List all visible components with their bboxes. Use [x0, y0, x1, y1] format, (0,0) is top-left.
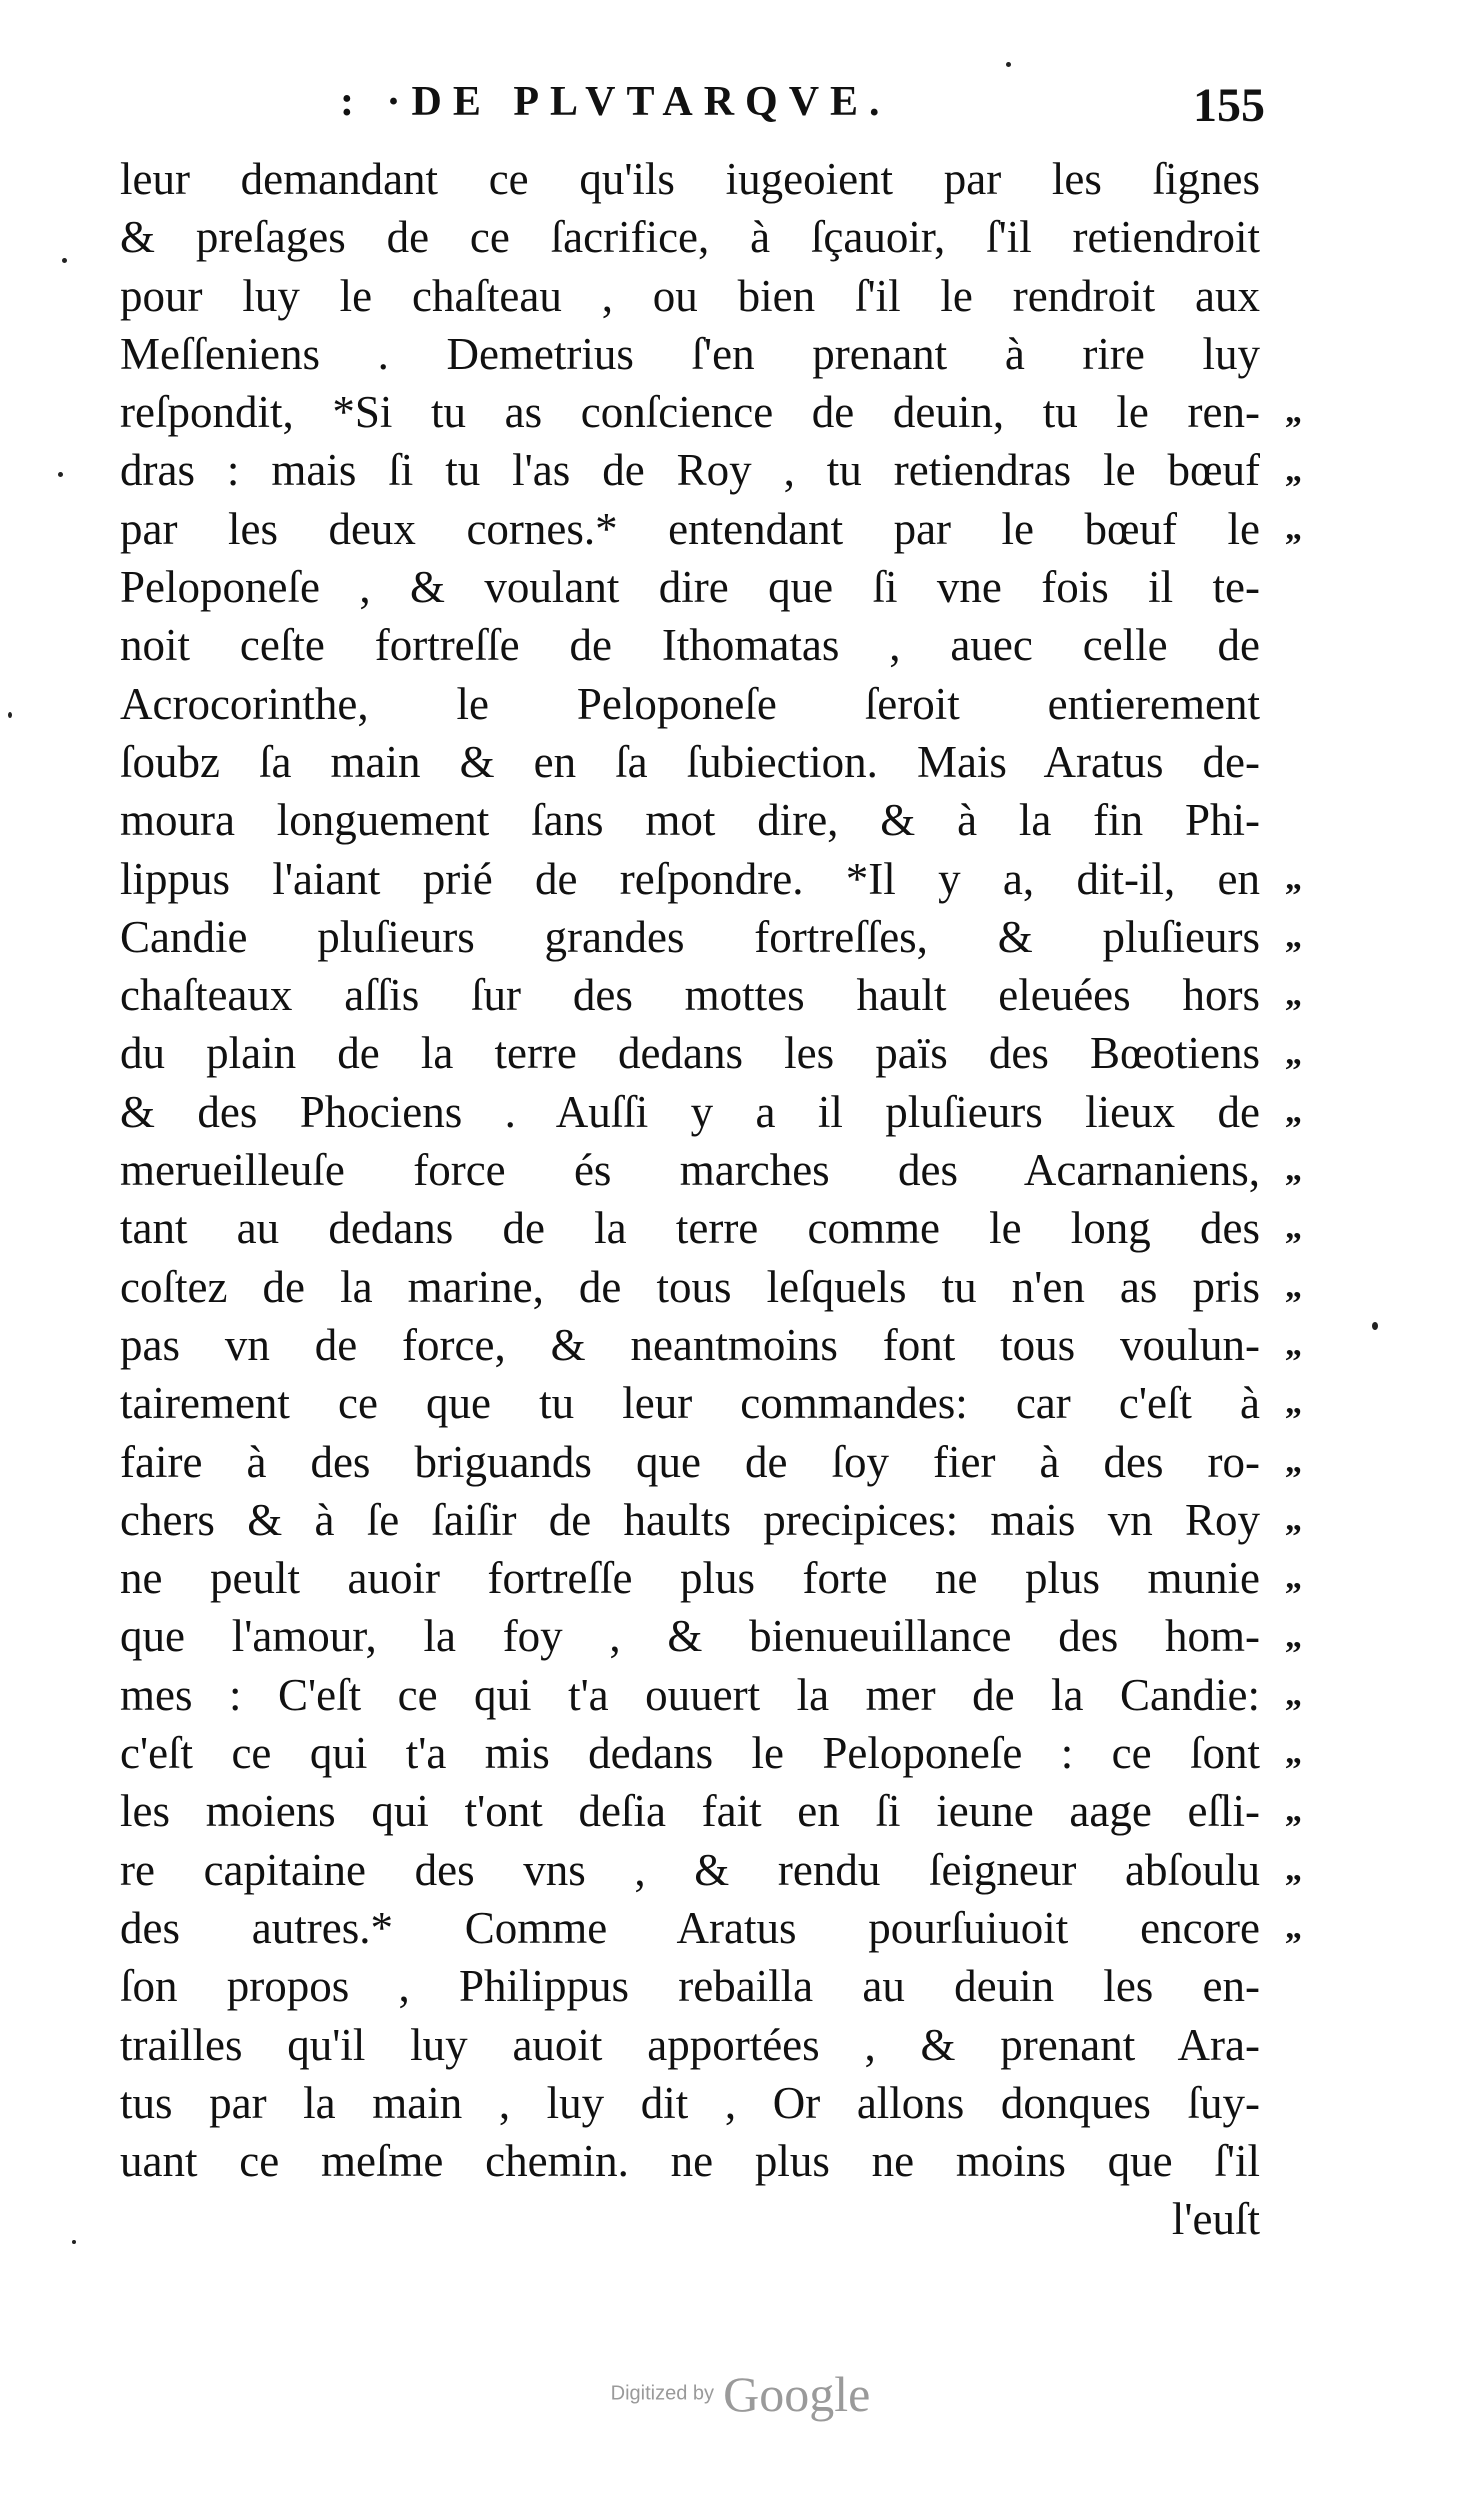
- scan-speck: [1006, 62, 1011, 67]
- quote-mark: „: [1285, 1792, 1300, 1830]
- text-line: moura longuement ſans mot dire, & à la fin Phi-: [120, 795, 1260, 846]
- quote-mark: „: [1285, 1442, 1300, 1480]
- quote-mark: „: [1285, 1734, 1300, 1772]
- text-line: c'eſt ce qui t'a mis dedans le Peloponeſe : ce ſont: [120, 1728, 1260, 1779]
- quote-mark: „: [1285, 1559, 1300, 1597]
- scan-speck: [72, 2240, 76, 2244]
- quote-mark: „: [1285, 1034, 1300, 1072]
- text-line: les moiens qui t'ont deſia fait en ſi ieune aage eſli-: [120, 1786, 1260, 1837]
- text-line: tairement ce que tu leur commandes: car c'eſt à: [120, 1378, 1260, 1429]
- quote-mark: „: [1285, 393, 1300, 431]
- text-line: tant au dedans de la terre comme le long des: [120, 1203, 1260, 1254]
- text-line: tus par la main , luy dit , Or allons donques ſuy-: [120, 2077, 1260, 2128]
- text-line: trailles qu'il luy auoit apportées , & prenant Ara-: [120, 2019, 1260, 2070]
- text-line: par les deux cornes.* entendant par le bœuf le: [120, 503, 1260, 554]
- quote-mark: „: [1285, 1384, 1300, 1422]
- quote-mark: „: [1285, 1850, 1300, 1888]
- scan-speck: [1372, 1322, 1378, 1330]
- digitized-by-label: Digitized by: [610, 2382, 715, 2405]
- text-line: chaſteaux aſſis ſur des mottes hault eleuées hors: [120, 970, 1260, 1021]
- quote-mark: „: [1285, 917, 1300, 955]
- text-line: & des Phociens . Auſſi y a il pluſieurs lieux de: [120, 1086, 1260, 1137]
- text-line: lippus l'aiant prié de reſpondre. *Il y a, dit-il, en: [120, 853, 1260, 904]
- scan-speck: [62, 258, 67, 263]
- text-line: Peloponeſe , & voulant dire que ſi vne fois il te-: [120, 562, 1260, 613]
- text-line: ne peult auoir fortreſſe plus forte ne plus munie: [120, 1553, 1260, 1604]
- text-line: & preſages de ce ſacrifice, à ſçauoir, ſ'il retiendroit: [120, 212, 1260, 263]
- quote-mark: „: [1285, 1209, 1300, 1247]
- body-text: [120, 150, 1260, 2249]
- quote-mark: „: [1285, 1500, 1300, 1538]
- text-line: pour luy le chaſteau , ou bien ſ'il le rendroit aux: [120, 270, 1260, 321]
- page-number: 155: [1193, 79, 1265, 132]
- quote-mark: „: [1285, 451, 1300, 489]
- text-line: Meſſeniens . Demetrius ſ'en prenant à rire luy: [120, 328, 1260, 379]
- text-line: des autres.* Comme Aratus pourſuiuoit encore: [120, 1902, 1260, 1953]
- text-line: noit ceſte fortreſſe de Ithomatas , auec celle de: [120, 620, 1260, 671]
- text-line: mes : C'eſt ce qui t'a ouuert la mer de la Candie:: [120, 1669, 1260, 1720]
- text-line: que l'amour, la foy , & bienueuillance des hom-: [120, 1611, 1260, 1662]
- text-line: leur demandant ce qu'ils iugeoient par les ſignes: [120, 154, 1260, 204]
- google-logo: Google: [723, 2366, 871, 2422]
- text-line: dras : mais ſi tu l'as de Roy , tu retiendras le bœuf: [120, 445, 1260, 496]
- quote-mark: „: [1285, 509, 1300, 547]
- text-line: ſon propos , Philippus rebailla au deuin les en-: [120, 1961, 1260, 2012]
- text-line: chers & à ſe ſaiſir de haults precipices: mais vn Roy: [120, 1494, 1260, 1545]
- quote-mark: „: [1285, 1092, 1300, 1130]
- quote-mark: „: [1285, 1326, 1300, 1363]
- quote-mark: „: [1285, 1267, 1300, 1305]
- catchword: l'euſt: [1171, 2194, 1260, 2245]
- text-line: ſoubz ſa main & en ſa ſubiection. Mais Aratus de-: [120, 736, 1260, 787]
- quote-mark: „: [1285, 1909, 1300, 1946]
- text-line: Acrocorinthe, le Peloponeſe ſeroit entierement: [120, 678, 1260, 729]
- scan-speck: [8, 712, 12, 718]
- running-head: : ·DE PLVTARQVE.: [340, 79, 891, 125]
- text-line: coſtez de la marine, de tous leſquels tu n'en as pris: [120, 1261, 1260, 1312]
- text-line: re capitaine des vns , & rendu ſeigneur abſoulu: [120, 1844, 1260, 1895]
- scan-speck: [58, 472, 63, 477]
- text-line: merueilleuſe force és marches des Acarnaniens,: [120, 1145, 1260, 1196]
- text-line: uant ce meſme chemin. ne plus ne moins que ſ'il: [120, 2136, 1260, 2187]
- quote-mark: „: [1285, 1617, 1300, 1655]
- page-header: [340, 78, 1280, 148]
- text-line: du plain de la terre dedans les païs des Bœotiens: [120, 1028, 1260, 1079]
- quote-mark: „: [1285, 976, 1300, 1014]
- digitization-watermark: [0, 2365, 1481, 2423]
- quote-mark: „: [1285, 859, 1300, 897]
- quote-mark: „: [1285, 1151, 1300, 1189]
- quote-mark: „: [1285, 1675, 1300, 1713]
- text-line: Candie pluſieurs grandes fortreſſes, & pluſieurs: [120, 911, 1260, 962]
- text-line: pas vn de force, & neantmoins font tous voulun-: [120, 1319, 1260, 1370]
- text-line: reſpondit, *Si tu as conſcience de deuin, tu le ren-: [120, 387, 1260, 438]
- text-line: faire à des briguands que de ſoy fier à des ro-: [120, 1436, 1260, 1487]
